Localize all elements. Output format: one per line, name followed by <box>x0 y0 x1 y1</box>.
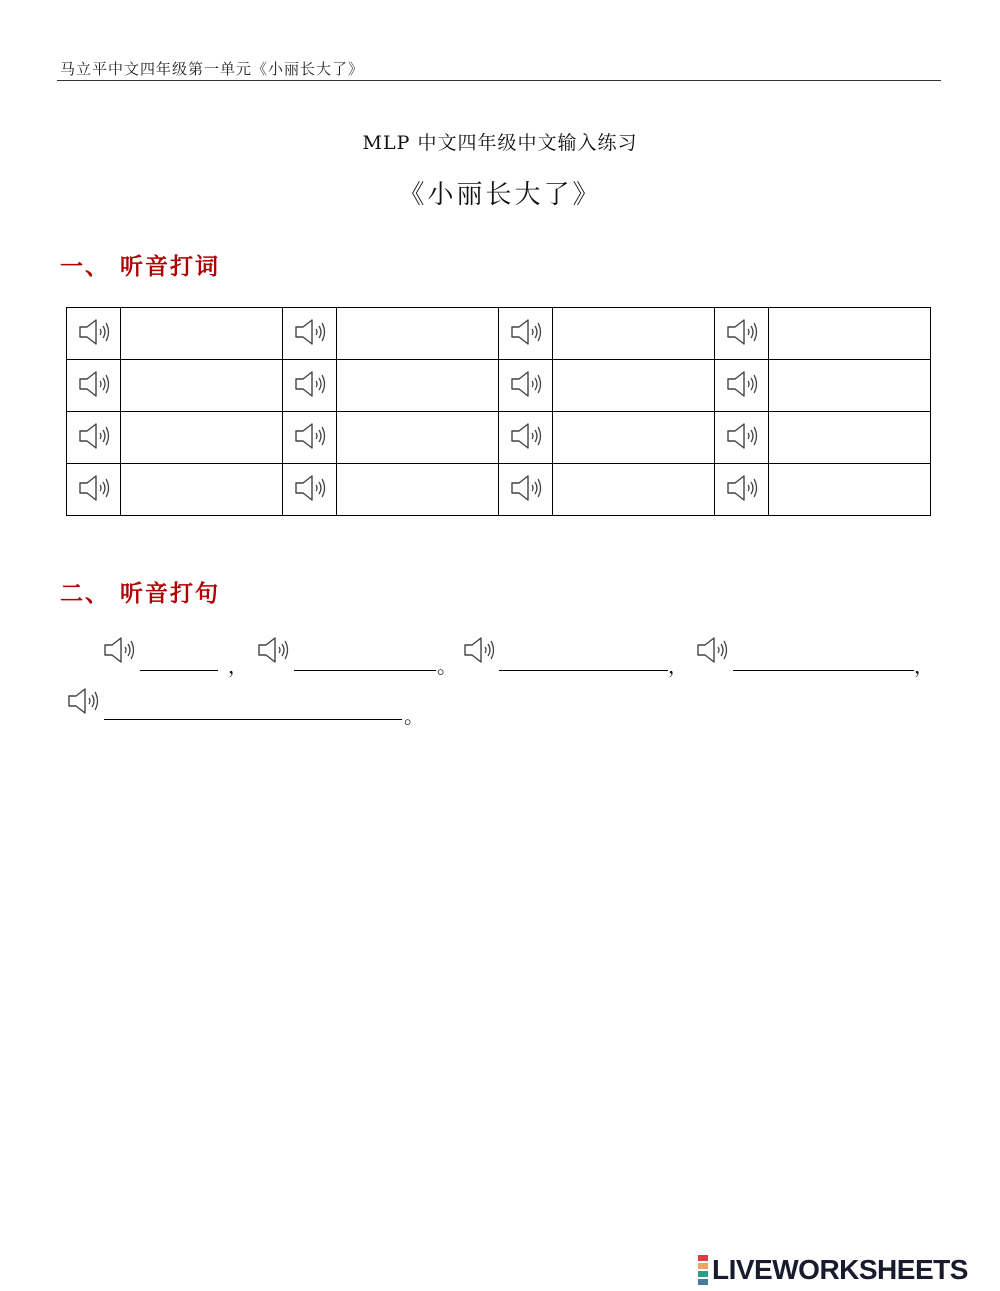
document-subtitle: MLP 中文四年级中文输入练习 <box>362 132 638 154</box>
speaker-icon[interactable] <box>725 318 759 346</box>
speaker-icon[interactable] <box>293 370 327 398</box>
speaker-icon[interactable] <box>293 422 327 450</box>
answer-cell[interactable] <box>337 464 499 516</box>
speaker-cell <box>283 464 337 516</box>
answer-cell[interactable] <box>553 464 715 516</box>
answer-blank[interactable] <box>499 670 668 671</box>
header-divider <box>57 80 941 81</box>
speaker-icon[interactable] <box>102 636 136 664</box>
speaker-icon[interactable] <box>695 636 729 664</box>
header-text: 马立平中文四年级第一单元《小丽长大了》 <box>60 60 365 78</box>
speaker-icon[interactable] <box>66 687 100 715</box>
answer-cell[interactable] <box>553 308 715 360</box>
grid-row <box>67 464 931 516</box>
speaker-cell <box>67 360 121 412</box>
speaker-icon[interactable] <box>462 636 496 664</box>
speaker-icon[interactable] <box>725 474 759 502</box>
logo-block <box>698 1263 708 1269</box>
answer-cell[interactable] <box>769 308 931 360</box>
answer-cell[interactable] <box>337 308 499 360</box>
liveworksheets-logo <box>698 1255 968 1285</box>
speaker-cell <box>67 464 121 516</box>
punctuation-comma: ， <box>668 654 688 678</box>
speaker-icon[interactable] <box>77 474 111 502</box>
answer-cell[interactable] <box>769 360 931 412</box>
punctuation-period: 。 <box>437 654 457 678</box>
answer-blank[interactable] <box>294 670 436 671</box>
speaker-cell <box>499 360 553 412</box>
grid-row <box>67 308 931 360</box>
answer-blank[interactable] <box>140 670 218 671</box>
speaker-icon[interactable] <box>293 474 327 502</box>
speaker-icon[interactable] <box>509 370 543 398</box>
speaker-cell <box>67 412 121 464</box>
answer-cell[interactable] <box>769 464 931 516</box>
answer-cell[interactable] <box>553 412 715 464</box>
answer-cell[interactable] <box>337 360 499 412</box>
speaker-icon[interactable] <box>725 370 759 398</box>
speaker-cell <box>283 412 337 464</box>
speaker-cell <box>715 412 769 464</box>
answer-cell[interactable] <box>121 308 283 360</box>
answer-blank[interactable] <box>733 670 914 671</box>
answer-cell[interactable] <box>121 412 283 464</box>
answer-cell[interactable] <box>121 360 283 412</box>
punctuation-comma: ， <box>914 654 934 678</box>
answer-cell[interactable] <box>121 464 283 516</box>
logo-block <box>698 1279 708 1285</box>
speaker-cell <box>499 412 553 464</box>
speaker-icon[interactable] <box>77 422 111 450</box>
grid-row <box>67 412 931 464</box>
word-dictation-grid <box>66 307 931 516</box>
speaker-icon[interactable] <box>725 422 759 450</box>
speaker-icon[interactable] <box>77 370 111 398</box>
section-heading-sentences: 二、 听音打句 <box>60 580 221 607</box>
punctuation-period: 。 <box>404 704 424 728</box>
speaker-icon[interactable] <box>77 318 111 346</box>
speaker-icon[interactable] <box>509 318 543 346</box>
speaker-cell <box>715 464 769 516</box>
speaker-cell <box>715 360 769 412</box>
logo-block <box>698 1271 708 1277</box>
section-heading-words: 一、 听音打词 <box>60 253 221 280</box>
speaker-cell <box>499 308 553 360</box>
speaker-cell <box>283 360 337 412</box>
grid-row <box>67 360 931 412</box>
speaker-icon[interactable] <box>256 636 290 664</box>
colored-blocks-logo-icon <box>698 1255 708 1286</box>
logo-block <box>698 1255 708 1261</box>
speaker-icon[interactable] <box>293 318 327 346</box>
speaker-icon[interactable] <box>509 422 543 450</box>
document-title: 《小丽长大了》 <box>398 180 602 210</box>
speaker-cell <box>715 308 769 360</box>
speaker-cell <box>283 308 337 360</box>
brand-text: LIVEWORKSHEETS <box>712 1254 968 1285</box>
answer-cell[interactable] <box>553 360 715 412</box>
answer-cell[interactable] <box>769 412 931 464</box>
speaker-icon[interactable] <box>509 474 543 502</box>
answer-cell[interactable] <box>337 412 499 464</box>
speaker-cell <box>499 464 553 516</box>
answer-blank[interactable] <box>104 719 402 720</box>
speaker-cell <box>67 308 121 360</box>
punctuation-comma: ， <box>228 654 248 678</box>
